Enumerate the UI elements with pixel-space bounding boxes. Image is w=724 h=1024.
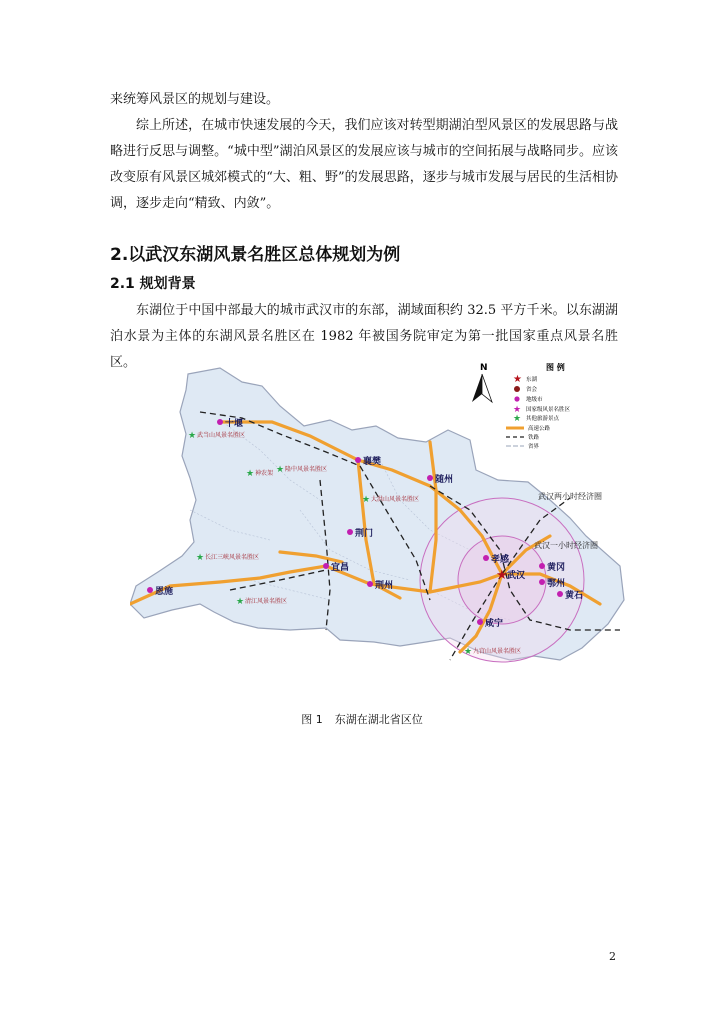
scenic-spot-icon: ★	[276, 465, 285, 475]
city-label: 咸宁	[485, 619, 504, 629]
section-heading: 2.以武汉东湖风景名胜区总体规划为例	[110, 245, 401, 265]
city-label: 黄石	[565, 591, 584, 601]
city-marker-icon	[367, 581, 373, 587]
city-marker-icon	[483, 555, 489, 561]
city-label: 宜昌	[331, 563, 350, 573]
figure-title: 东湖在湖北省区位	[334, 713, 423, 726]
one-hour-circle-label: 武汉一小时经济圈	[534, 541, 598, 550]
north-label: N	[480, 363, 488, 373]
city-marker-icon	[477, 619, 483, 625]
subsection-heading: 2.1 规划背景	[110, 276, 196, 292]
scenic-spot-label: 清江风景名胜区	[245, 598, 288, 605]
scenic-spot-label: 武当山风景名胜区	[197, 432, 246, 439]
page-number: 2	[609, 950, 616, 963]
legend-capital-dot-icon	[514, 386, 520, 392]
city-marker-icon	[557, 591, 563, 597]
legend-item-boundary: 省界	[528, 444, 540, 450]
scenic-spot-icon: ★	[464, 647, 473, 657]
north-arrow-right	[482, 374, 492, 402]
legend-star-red-icon: ★	[513, 374, 522, 385]
scenic-spot-icon: ★	[362, 495, 371, 505]
figure-caption	[0, 711, 724, 727]
legend-item-city: 地级市	[526, 397, 543, 403]
city-marker-icon	[347, 529, 353, 535]
city-label: 武汉	[507, 571, 526, 581]
map-legend	[500, 362, 624, 456]
city-label: 襄樊	[363, 457, 382, 467]
north-arrow-left	[472, 374, 482, 402]
city-label: 荆州	[375, 581, 394, 591]
legend-item-national-scenic: 国家级风景名胜区	[526, 407, 571, 413]
city-label: 孝感	[491, 555, 510, 565]
paragraph-continuation: 来统筹风景区的规划与建设。	[110, 92, 280, 107]
legend-city-dot-icon	[514, 396, 519, 401]
legend-item-capital: 省会	[526, 387, 538, 393]
scenic-spot-label: 隆中风景名胜区	[285, 466, 328, 473]
scenic-spot-label: 神农架	[255, 470, 274, 477]
city-label: 十堰	[225, 419, 244, 429]
city-marker-icon	[539, 579, 545, 585]
city-marker-icon	[427, 475, 433, 481]
north-arrow	[472, 363, 492, 402]
legend-item-donghu: 东湖	[526, 377, 538, 383]
scenic-spot-icon: ★	[188, 431, 197, 441]
legend-item-railway: 铁路	[528, 435, 540, 441]
city-marker-icon	[217, 419, 223, 425]
hubei-location-map	[130, 360, 626, 670]
legend-item-highway: 高速公路	[528, 426, 551, 432]
paragraph-summary: 综上所述，在城市快速发展的今天，我们应该对转型期湖泊型风景区的发展思路与战略进行反思与调整。“城中型”湖泊风景区的发展应该与城市的空间拓展与战略同步。应该改变原有风景区城郊模式的“大、粗、野”的发展思路，逐步与城市发展与居民的生活相协调，逐步走向“精致、内敛”。	[110, 118, 618, 211]
legend-item-other-spots: 其他旅游景点	[526, 416, 560, 422]
city-label: 恩施	[155, 587, 174, 597]
two-hour-circle-label: 武汉两小时经济圈	[538, 492, 602, 501]
city-label: 荆门	[355, 529, 374, 539]
city-marker-icon	[539, 563, 545, 569]
scenic-spot-icon: ★	[246, 469, 255, 479]
city-marker-icon	[147, 587, 153, 593]
legend-star-green-icon: ★	[513, 414, 522, 424]
scenic-spot-label: 长江三峡风景名胜区	[205, 554, 260, 561]
city-label: 随州	[435, 475, 454, 485]
city-label: 黄冈	[547, 563, 566, 573]
scenic-spot-icon: ★	[196, 553, 205, 563]
legend-title: 图 例	[546, 363, 565, 372]
city-marker-icon	[323, 563, 329, 569]
legend-star-magenta-icon: ★	[513, 405, 522, 415]
city-label: 鄂州	[547, 579, 566, 589]
capital-marker-icon: ★	[496, 568, 508, 583]
paragraph-background: 东湖位于中国中部最大的城市武汉市的东部，湖域面积约 32.5 平方千米。以东湖湖泊水景为主体的东湖风景名胜区在 1982 年被国务院审定为第一批国家重点风景名胜区。	[110, 303, 618, 370]
scenic-spot-label: 九宫山风景名胜区	[473, 648, 522, 655]
city-marker-icon	[355, 457, 361, 463]
scenic-spot-label: 大洪山风景名胜区	[371, 496, 420, 503]
scenic-spot-icon: ★	[236, 597, 245, 607]
figure-label: 图 1	[301, 713, 323, 726]
